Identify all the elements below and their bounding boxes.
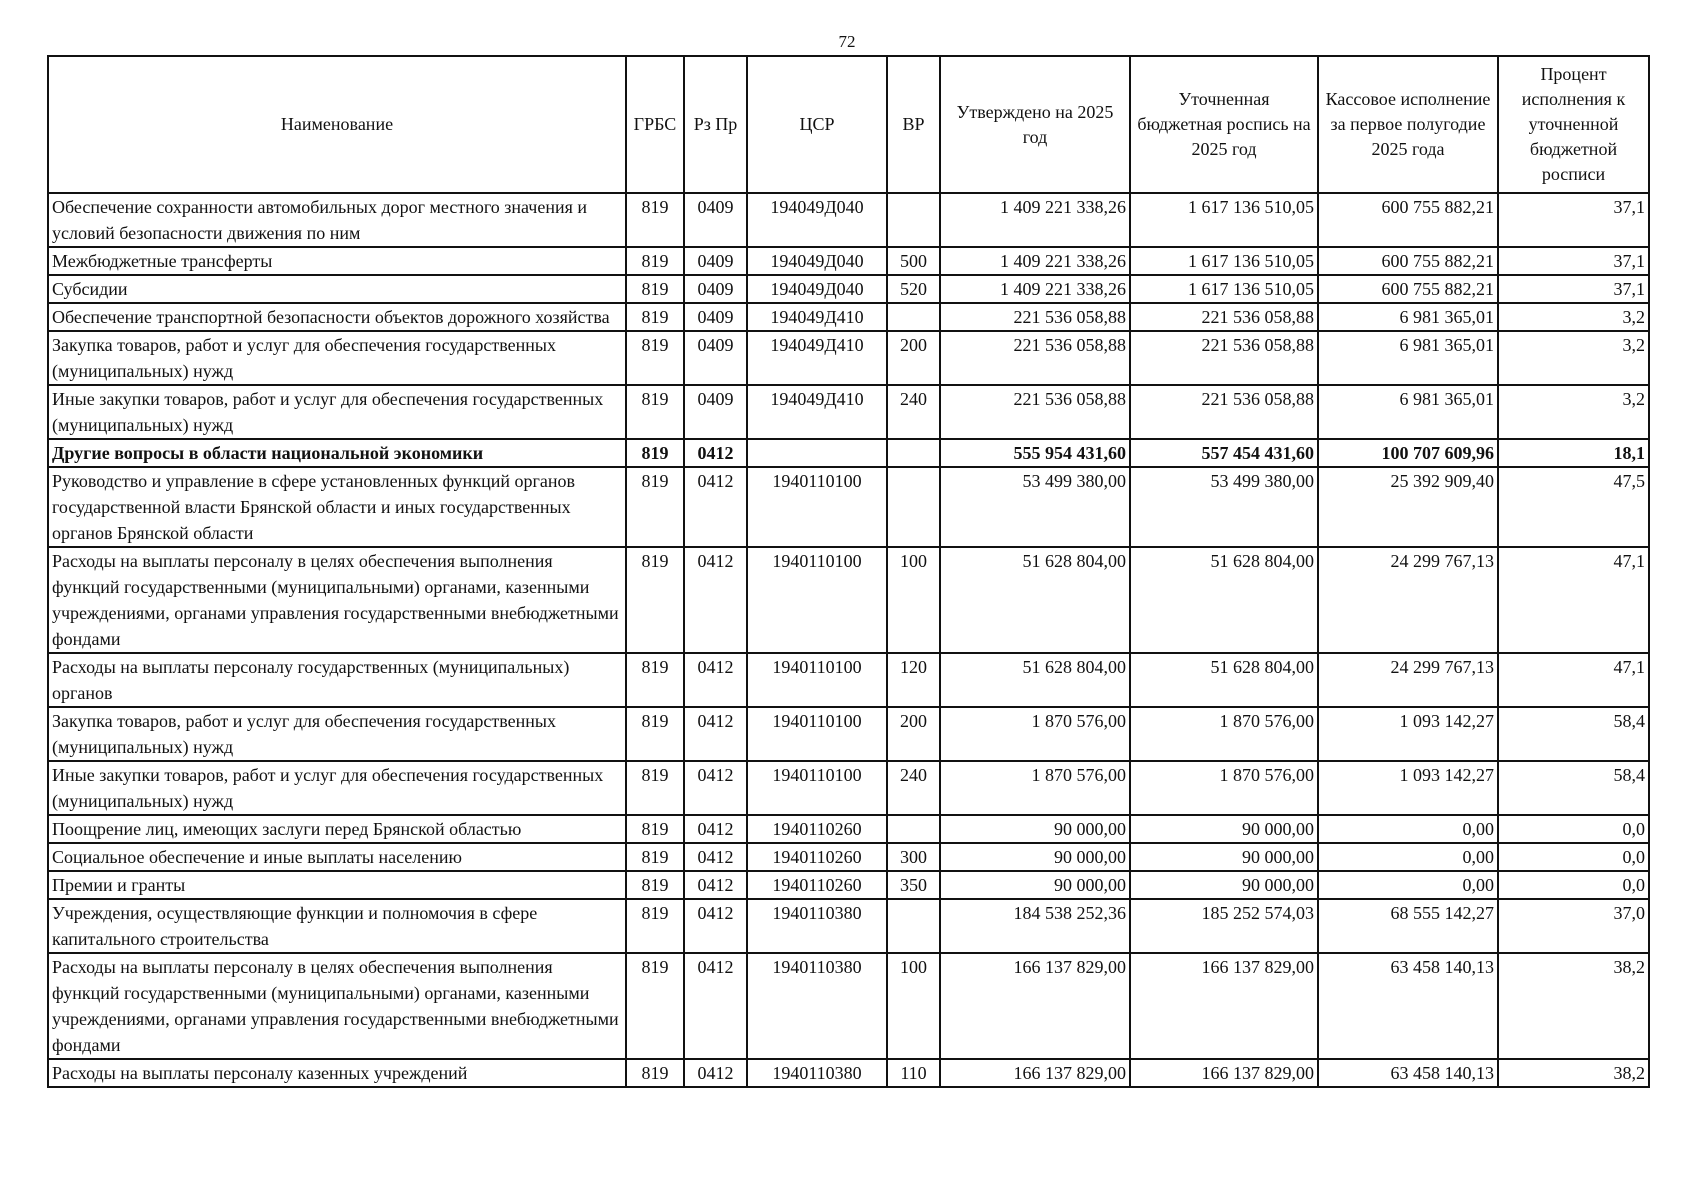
row-refined: 166 137 829,00 (1130, 953, 1318, 1059)
row-refined: 221 536 058,88 (1130, 331, 1318, 385)
table-row (48, 193, 1649, 247)
row-name: Обеспечение транспортной безопасности объектов дорожного хозяйства (48, 303, 626, 331)
row-name: Расходы на выплаты персоналу государственных (муниципальных) органов (48, 653, 626, 707)
row-percent: 47,1 (1498, 547, 1649, 653)
row-name: Поощрение лиц, имеющих заслуги перед Брянской областью (48, 815, 626, 843)
row-cash: 0,00 (1318, 815, 1498, 843)
row-approved: 51 628 804,00 (940, 547, 1130, 653)
row-cash: 600 755 882,21 (1318, 193, 1498, 247)
table-row (48, 385, 1649, 439)
row-csr: 194049Д040 (747, 247, 887, 275)
row-percent: 3,2 (1498, 385, 1649, 439)
row-name: Другие вопросы в области национальной экономики (48, 439, 626, 467)
row-rzpr: 0412 (684, 815, 747, 843)
row-cash: 24 299 767,13 (1318, 547, 1498, 653)
row-cash: 6 981 365,01 (1318, 303, 1498, 331)
row-approved: 221 536 058,88 (940, 331, 1130, 385)
row-grbs: 819 (626, 899, 684, 953)
row-refined: 90 000,00 (1130, 871, 1318, 899)
row-approved: 166 137 829,00 (940, 1059, 1130, 1087)
table-row (48, 761, 1649, 815)
row-percent: 47,1 (1498, 653, 1649, 707)
row-vr (887, 193, 940, 247)
header-refined: Уточненная бюджетная роспись на 2025 год (1130, 56, 1318, 193)
row-percent: 58,4 (1498, 707, 1649, 761)
header-percent: Процент исполнения к уточненной бюджетной росписи (1498, 56, 1649, 193)
table-row (48, 275, 1649, 303)
row-rzpr: 0412 (684, 871, 747, 899)
row-percent: 38,2 (1498, 1059, 1649, 1087)
row-refined: 221 536 058,88 (1130, 303, 1318, 331)
row-percent: 3,2 (1498, 331, 1649, 385)
row-approved: 53 499 380,00 (940, 467, 1130, 547)
header-vr: ВР (887, 56, 940, 193)
row-approved: 1 409 221 338,26 (940, 247, 1130, 275)
row-csr: 1940110100 (747, 547, 887, 653)
row-vr: 200 (887, 707, 940, 761)
row-approved: 51 628 804,00 (940, 653, 1130, 707)
row-refined: 1 870 576,00 (1130, 761, 1318, 815)
row-vr: 350 (887, 871, 940, 899)
row-grbs: 819 (626, 439, 684, 467)
table-row (48, 467, 1649, 547)
row-name: Субсидии (48, 275, 626, 303)
row-name: Закупка товаров, работ и услуг для обеспечения государственных (муниципальных) нужд (48, 707, 626, 761)
row-rzpr: 0412 (684, 707, 747, 761)
row-approved: 1 870 576,00 (940, 707, 1130, 761)
row-cash: 25 392 909,40 (1318, 467, 1498, 547)
row-approved: 555 954 431,60 (940, 439, 1130, 467)
row-grbs: 819 (626, 1059, 684, 1087)
row-grbs: 819 (626, 707, 684, 761)
row-grbs: 819 (626, 193, 684, 247)
row-name: Расходы на выплаты персоналу казенных учреждений (48, 1059, 626, 1087)
row-grbs: 819 (626, 653, 684, 707)
row-cash: 6 981 365,01 (1318, 331, 1498, 385)
row-csr: 194049Д410 (747, 331, 887, 385)
row-name: Иные закупки товаров, работ и услуг для обеспечения государственных (муниципальных) нужд (48, 385, 626, 439)
row-rzpr: 0412 (684, 653, 747, 707)
table-row (48, 899, 1649, 953)
row-name: Обеспечение сохранности автомобильных дорог местного значения и условий безопасности движения по ним (48, 193, 626, 247)
row-cash: 24 299 767,13 (1318, 653, 1498, 707)
row-grbs: 819 (626, 385, 684, 439)
table-body (48, 193, 1649, 1087)
row-rzpr: 0409 (684, 303, 747, 331)
row-name: Расходы на выплаты персоналу в целях обеспечения выполнения функций государственными (муниципальными) органами, казенными учреждениями, органами управления государственными внебюджетными фондами (48, 547, 626, 653)
row-csr: 1940110260 (747, 815, 887, 843)
row-grbs: 819 (626, 275, 684, 303)
table-row (48, 707, 1649, 761)
row-name: Межбюджетные трансферты (48, 247, 626, 275)
row-rzpr: 0409 (684, 193, 747, 247)
row-grbs: 819 (626, 303, 684, 331)
row-grbs: 819 (626, 815, 684, 843)
row-name: Учреждения, осуществляющие функции и полномочия в сфере капитального строительства (48, 899, 626, 953)
row-csr: 1940110100 (747, 707, 887, 761)
row-vr (887, 439, 940, 467)
row-rzpr: 0409 (684, 331, 747, 385)
table-row (48, 653, 1649, 707)
header-name: Наименование (48, 56, 626, 193)
row-csr: 1940110100 (747, 653, 887, 707)
row-refined: 51 628 804,00 (1130, 547, 1318, 653)
row-vr (887, 303, 940, 331)
row-grbs: 819 (626, 331, 684, 385)
header-csr: ЦСР (747, 56, 887, 193)
budget-table (47, 55, 1650, 1088)
row-approved: 1 870 576,00 (940, 761, 1130, 815)
row-refined: 221 536 058,88 (1130, 385, 1318, 439)
row-grbs: 819 (626, 843, 684, 871)
row-grbs: 819 (626, 247, 684, 275)
row-csr: 1940110380 (747, 899, 887, 953)
row-approved: 184 538 252,36 (940, 899, 1130, 953)
row-cash: 1 093 142,27 (1318, 707, 1498, 761)
row-refined: 557 454 431,60 (1130, 439, 1318, 467)
row-grbs: 819 (626, 953, 684, 1059)
row-percent: 47,5 (1498, 467, 1649, 547)
table-row (48, 547, 1649, 653)
header-row (48, 56, 1649, 193)
row-vr (887, 899, 940, 953)
row-percent: 58,4 (1498, 761, 1649, 815)
row-rzpr: 0409 (684, 275, 747, 303)
row-approved: 1 409 221 338,26 (940, 275, 1130, 303)
row-percent: 37,0 (1498, 899, 1649, 953)
row-cash: 68 555 142,27 (1318, 899, 1498, 953)
row-rzpr: 0412 (684, 439, 747, 467)
row-refined: 51 628 804,00 (1130, 653, 1318, 707)
table-row (48, 815, 1649, 843)
table-row (48, 247, 1649, 275)
row-csr (747, 439, 887, 467)
row-name: Иные закупки товаров, работ и услуг для обеспечения государственных (муниципальных) нужд (48, 761, 626, 815)
row-name: Социальное обеспечение и иные выплаты населению (48, 843, 626, 871)
row-approved: 1 409 221 338,26 (940, 193, 1130, 247)
row-cash: 100 707 609,96 (1318, 439, 1498, 467)
header-cash: Кассовое исполнение за первое полугодие 2025 года (1318, 56, 1498, 193)
row-csr: 194049Д410 (747, 385, 887, 439)
row-percent: 0,0 (1498, 815, 1649, 843)
row-vr: 110 (887, 1059, 940, 1087)
row-refined: 53 499 380,00 (1130, 467, 1318, 547)
table-row (48, 331, 1649, 385)
row-vr (887, 815, 940, 843)
row-refined: 1 617 136 510,05 (1130, 193, 1318, 247)
row-rzpr: 0412 (684, 1059, 747, 1087)
row-refined: 1 617 136 510,05 (1130, 247, 1318, 275)
row-vr: 120 (887, 653, 940, 707)
table-header (48, 56, 1649, 193)
row-percent: 37,1 (1498, 193, 1649, 247)
row-rzpr: 0412 (684, 761, 747, 815)
row-rzpr: 0412 (684, 899, 747, 953)
row-percent: 18,1 (1498, 439, 1649, 467)
table-row (48, 303, 1649, 331)
row-csr: 1940110260 (747, 871, 887, 899)
row-cash: 63 458 140,13 (1318, 953, 1498, 1059)
row-percent: 38,2 (1498, 953, 1649, 1059)
row-name: Закупка товаров, работ и услуг для обеспечения государственных (муниципальных) нужд (48, 331, 626, 385)
row-cash: 63 458 140,13 (1318, 1059, 1498, 1087)
header-rzpr: Рз Пр (684, 56, 747, 193)
row-rzpr: 0412 (684, 467, 747, 547)
table-row (48, 953, 1649, 1059)
row-rzpr: 0412 (684, 547, 747, 653)
row-vr: 200 (887, 331, 940, 385)
table-row (48, 1059, 1649, 1087)
row-vr: 240 (887, 761, 940, 815)
row-approved: 90 000,00 (940, 843, 1130, 871)
row-cash: 600 755 882,21 (1318, 275, 1498, 303)
row-grbs: 819 (626, 467, 684, 547)
row-vr: 240 (887, 385, 940, 439)
row-approved: 221 536 058,88 (940, 303, 1130, 331)
row-refined: 90 000,00 (1130, 843, 1318, 871)
row-csr: 1940110380 (747, 953, 887, 1059)
row-vr: 300 (887, 843, 940, 871)
row-rzpr: 0409 (684, 385, 747, 439)
row-percent: 37,1 (1498, 247, 1649, 275)
table-row (48, 439, 1649, 467)
row-percent: 37,1 (1498, 275, 1649, 303)
header-grbs: ГРБС (626, 56, 684, 193)
row-cash: 0,00 (1318, 871, 1498, 899)
row-refined: 1 870 576,00 (1130, 707, 1318, 761)
row-percent: 3,2 (1498, 303, 1649, 331)
row-name: Расходы на выплаты персоналу в целях обеспечения выполнения функций государственными (муниципальными) органами, казенными учреждениями, органами управления государственными внебюджетными фондами (48, 953, 626, 1059)
row-cash: 6 981 365,01 (1318, 385, 1498, 439)
page-number: 72 (838, 32, 856, 51)
row-rzpr: 0412 (684, 843, 747, 871)
row-vr: 100 (887, 547, 940, 653)
row-refined: 90 000,00 (1130, 815, 1318, 843)
row-grbs: 819 (626, 761, 684, 815)
row-approved: 221 536 058,88 (940, 385, 1130, 439)
row-csr: 194049Д040 (747, 275, 887, 303)
row-cash: 0,00 (1318, 843, 1498, 871)
row-csr: 1940110380 (747, 1059, 887, 1087)
row-approved: 90 000,00 (940, 815, 1130, 843)
row-percent: 0,0 (1498, 843, 1649, 871)
row-approved: 166 137 829,00 (940, 953, 1130, 1059)
table-row (48, 843, 1649, 871)
row-refined: 185 252 574,03 (1130, 899, 1318, 953)
row-csr: 1940110260 (747, 843, 887, 871)
table-row (48, 871, 1649, 899)
header-approved: Утверждено на 2025 год (940, 56, 1130, 193)
row-refined: 166 137 829,00 (1130, 1059, 1318, 1087)
row-rzpr: 0409 (684, 247, 747, 275)
row-vr: 100 (887, 953, 940, 1059)
row-rzpr: 0412 (684, 953, 747, 1059)
row-csr: 194049Д040 (747, 193, 887, 247)
row-name: Премии и гранты (48, 871, 626, 899)
row-grbs: 819 (626, 547, 684, 653)
row-csr: 194049Д410 (747, 303, 887, 331)
row-vr: 520 (887, 275, 940, 303)
row-name: Руководство и управление в сфере установленных функций органов государственной власти Брянской области и иных государственных органов Брянской области (48, 467, 626, 547)
row-cash: 1 093 142,27 (1318, 761, 1498, 815)
row-grbs: 819 (626, 871, 684, 899)
row-approved: 90 000,00 (940, 871, 1130, 899)
row-cash: 600 755 882,21 (1318, 247, 1498, 275)
row-vr (887, 467, 940, 547)
row-refined: 1 617 136 510,05 (1130, 275, 1318, 303)
row-vr: 500 (887, 247, 940, 275)
row-percent: 0,0 (1498, 871, 1649, 899)
row-csr: 1940110100 (747, 467, 887, 547)
row-csr: 1940110100 (747, 761, 887, 815)
